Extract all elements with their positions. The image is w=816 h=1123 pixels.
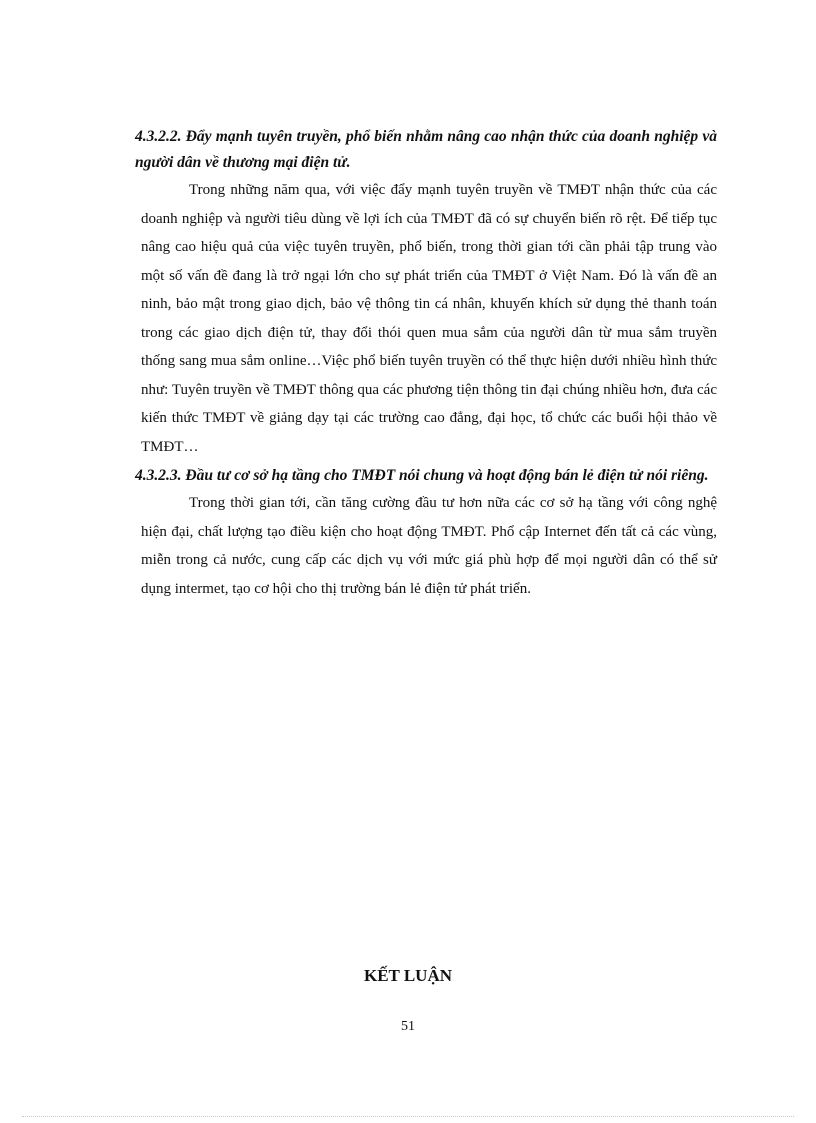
section-body-4-3-2-3: Trong thời gian tới, cần tăng cường đầu tư hơn nữa các cơ sở hạ tầng với công nghệ hiện đại, chất lượng tạo điều kiện cho hoạt động TMĐT. Phổ cập Internet đến tất cả các vùng, miễn trong cả nước, cung cấp các dịch vụ với mức giá phù hợp để mọi người dân có thể sử dụng intermet, tạo cơ hội cho thị trường bán lẻ điện tử phát triển. (141, 495, 717, 597)
section-heading-4-3-2-3: 4.3.2.3. Đầu tư cơ sở hạ tầng cho TMĐT nói chung và hoạt động bán lẻ điện tử nói riêng. (135, 467, 709, 484)
section-heading-4-3-2-2: 4.3.2.2. Đẩy mạnh tuyên truyền, phổ biến nhằm nâng cao nhận thức của doanh nghiệp và người dân về thương mại điện tử. (135, 128, 717, 171)
conclusion-title: KẾT LUẬN (363, 966, 452, 985)
page-bottom-border (22, 1116, 794, 1117)
section-body-4-3-2-2: Trong những năm qua, với việc đẩy mạnh tuyên truyền về TMĐT nhận thức của các doanh nghiệp và người tiêu dùng về lợi ích của TMĐT đã có sự chuyển biến rõ rệt. Để tiếp tục nâng cao hiệu quả của việc tuyên truyền, phổ biến, trong thời gian tới cần phải tập trung vào một số vấn đề đang là trở ngại lớn cho sự phát triển của TMĐT ở Việt Nam. Đó là vấn đề an ninh, bảo mật trong giao dịch, bảo vệ thông tin cá nhân, khuyến khích sử dụng thẻ thanh toán trong các giao dịch điện tử, thay đổi thói quen mua sắm của người dân từ mua sắm truyền thống sang mua sắm online…Việc phổ biến tuyên truyền có thể thực hiện dưới nhiều hình thức như: Tuyên truyền về TMĐT thông qua các phương tiện thông tin đại chúng nhiều hơn, đưa các kiến thức TMĐT về giảng dạy tại các trường cao đẳng, đại học, tổ chức các buổi hội thảo về TMĐT… (141, 182, 717, 455)
page-content (135, 124, 717, 603)
page-number: 51 (401, 1019, 415, 1034)
